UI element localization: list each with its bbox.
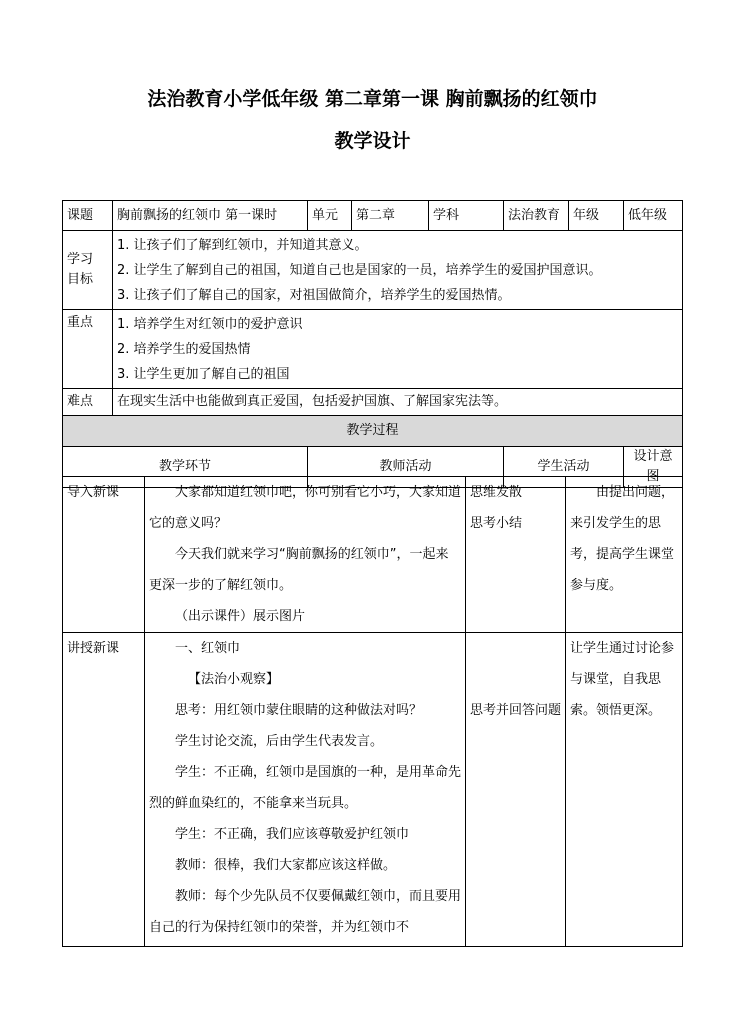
header-intent: 设计意图	[624, 447, 683, 488]
objective-item-1: 1. 让孩子们了解到红领巾，并知道其意义。	[117, 237, 368, 253]
topic-label: 课题	[63, 201, 113, 231]
header-teacher: 教师活动	[308, 447, 504, 488]
lecture-teacher-p6: 学生：不正确，我们应该尊敬爱护红领巾	[175, 827, 410, 842]
intro-stage: 导入新课	[63, 477, 145, 633]
lecture-teacher-p4: 学生讨论交流，后由学生代表发言。	[175, 734, 384, 749]
process-title: 教学过程	[63, 416, 683, 447]
lecture-teacher-p7: 教师：很棒，我们大家都应该这样做。	[175, 858, 397, 873]
topic-value: 胸前飘扬的红领巾 第一课时	[113, 201, 308, 231]
intro-student-2: 思考小结	[470, 516, 523, 531]
process-title-row	[63, 416, 683, 447]
document-title: 法治教育小学低年级 第二章第一课 胸前飘扬的红领巾	[147, 88, 598, 110]
lecture-teacher	[145, 633, 466, 947]
lecture-teacher-p1: 一、红领巾	[175, 641, 241, 656]
difficulty-row	[63, 389, 683, 416]
intro-row	[63, 477, 683, 633]
difficulty-label: 难点	[63, 389, 113, 416]
objectives-label-line1: 学习	[67, 252, 94, 267]
objectives-row	[63, 231, 683, 310]
info-row	[63, 201, 683, 231]
objectives-label	[63, 231, 113, 310]
intro-teacher-p3: （出示课件）展示图片	[175, 609, 306, 624]
key-point-item-3: 3. 让学生更加了解自己的祖国	[117, 366, 290, 382]
intro-student-1: 思维发散	[470, 485, 523, 500]
key-point-item-2: 2. 培养学生的爱国热情	[117, 341, 251, 357]
process-table	[62, 476, 683, 947]
objectives-label-line2: 目标	[67, 272, 94, 287]
unit-label: 单元	[308, 201, 352, 231]
unit-value: 第二章	[352, 201, 429, 231]
difficulty-text: 在现实生活中也能做到真正爱国，包括爱护国旗、了解国家宪法等。	[113, 389, 683, 416]
key-points-label: 重点	[63, 310, 113, 389]
key-points-content	[113, 310, 683, 389]
subject-label: 学科	[429, 201, 504, 231]
lecture-teacher-p5: 学生：不正确，红领巾是国旗的一种，是用革命先烈的鲜血染红的，不能拿来当玩具。	[149, 765, 462, 811]
intro-teacher-p1: 大家都知道红领巾吧，你可别看它小巧，大家知道它的意义吗？	[149, 485, 462, 531]
intro-student	[466, 477, 566, 633]
lecture-intent: 让学生通过讨论参与课堂，自我思索。领悟更深。	[566, 633, 683, 947]
intro-teacher-p2: 今天我们就来学习“胸前飘扬的红领巾”，一起来更深一步的了解红领巾。	[149, 547, 449, 593]
subject-value: 法治教育	[504, 201, 569, 231]
intro-teacher	[145, 477, 466, 633]
objective-item-2: 2. 让学生了解到自己的祖国，知道自己也是国家的一员，培养学生的爱国护国意识。	[117, 262, 602, 278]
key-points-row	[63, 310, 683, 389]
lecture-teacher-p2: 【法治小观察】	[188, 672, 280, 687]
key-point-item-1: 1. 培养学生对红领巾的爱护意识	[117, 316, 303, 332]
lecture-teacher-p3: 思考：用红领巾蒙住眼睛的这种做法对吗？	[175, 703, 423, 718]
lecture-student: 思考并回答问题	[466, 633, 566, 947]
header-student: 学生活动	[504, 447, 624, 488]
lecture-stage: 讲授新课	[63, 633, 145, 947]
lecture-row	[63, 633, 683, 947]
lesson-plan-table	[62, 200, 683, 488]
objective-item-3: 3. 让孩子们了解自己的国家，对祖国做简介，培养学生的爱国热情。	[117, 287, 511, 303]
objectives-content	[113, 231, 683, 310]
lecture-teacher-p8: 教师：每个少先队员不仅要佩戴红领巾，而且要用自己的行为保持红领巾的荣誉，并为红领巾不	[149, 889, 462, 935]
grade-label: 年级	[569, 201, 624, 231]
grade-value: 低年级	[624, 201, 683, 231]
header-stage: 教学环节	[63, 447, 308, 488]
document-subtitle: 教学设计	[334, 130, 411, 152]
intro-intent: 由提出问题，来引发学生的思考，提高学生课堂参与度。	[566, 477, 683, 633]
